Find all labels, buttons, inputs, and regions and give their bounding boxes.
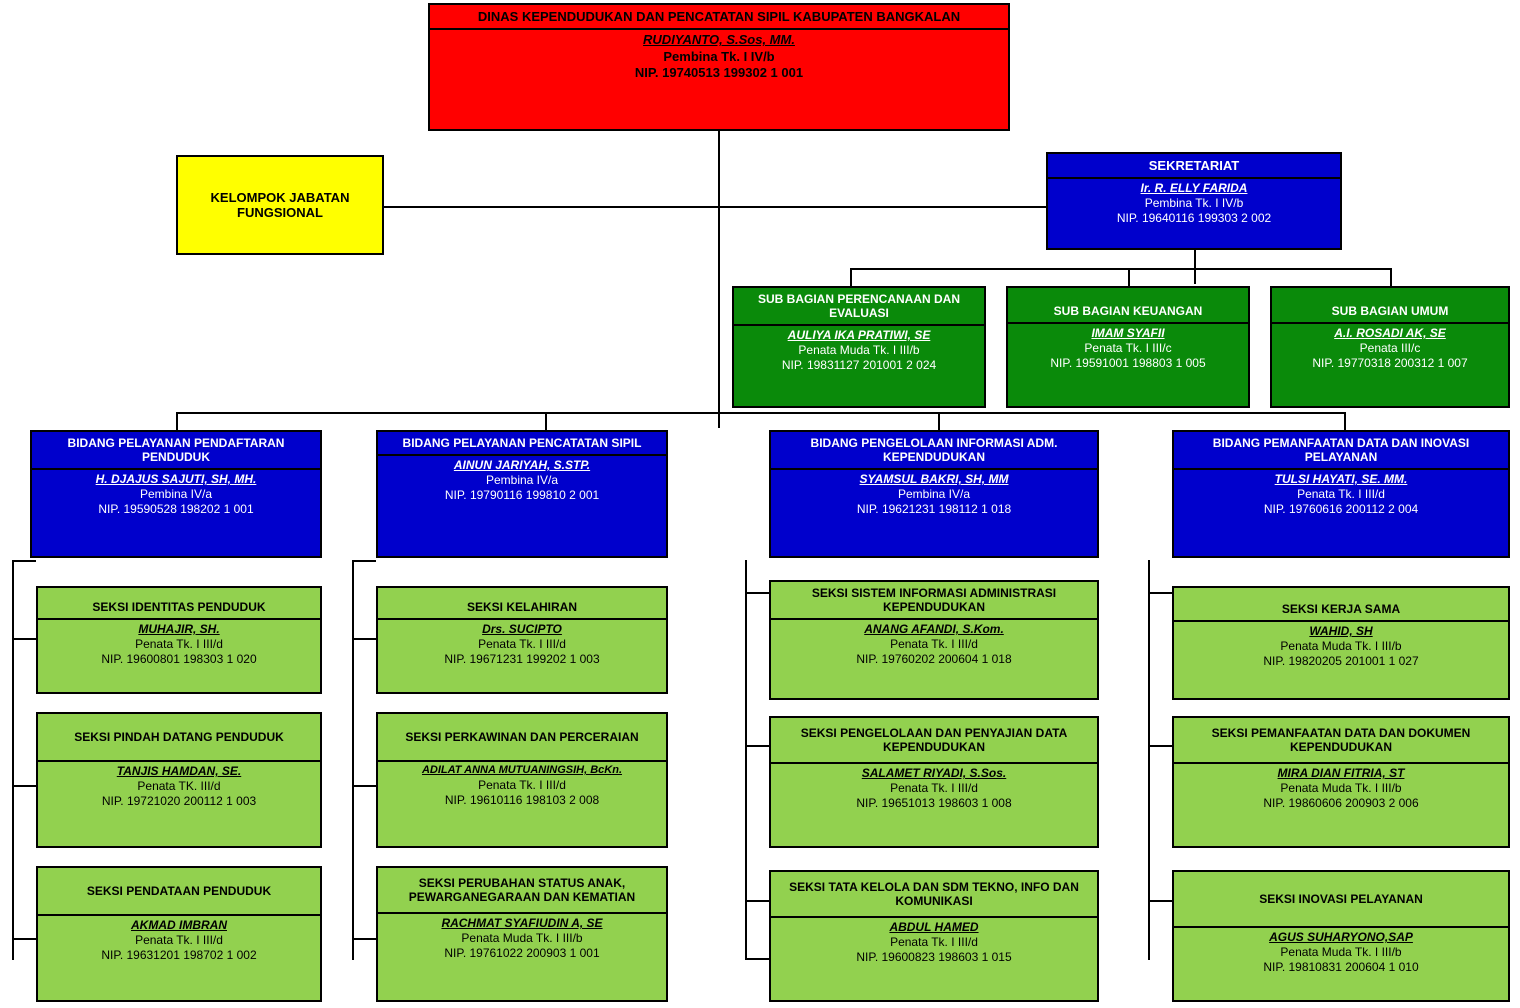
seksi2-1-title: SEKSI KELAHIRAN <box>466 600 577 614</box>
connector-seksi4-3 <box>1148 900 1172 902</box>
seksi3-3-name: ABDUL HAMED <box>889 920 979 935</box>
connector-seksi3-3b <box>745 958 769 960</box>
bidang1-name: H. DJAJUS SAJUTI, SH, MH. <box>95 472 257 487</box>
seksi2-2-rank: Penata Tk. I III/d <box>478 777 566 792</box>
sekretariat-name: Ir. R. ELLY FARIDA <box>1140 181 1248 196</box>
subbag-keuangan-name: IMAM SYAFII <box>1091 326 1165 341</box>
fungsional-title: KELOMPOK JABATAN FUNGSIONAL <box>210 189 350 220</box>
seksi1-1-body <box>38 618 320 670</box>
seksi3-1-body <box>771 618 1097 670</box>
connector-seksi1-1b <box>12 638 36 640</box>
node-seksi-kerja-sama[interactable] <box>1172 586 1510 700</box>
node-kepala-dinas[interactable] <box>428 3 1010 131</box>
seksi1-2-nip: NIP. 19721020 200112 1 003 <box>101 794 257 809</box>
node-bidang-pengelolaan-informasi-adm-kependudukan[interactable] <box>769 430 1099 558</box>
seksi2-3-body <box>378 912 666 964</box>
seksi3-3-nip: NIP. 19600823 198603 1 015 <box>856 950 1012 965</box>
seksi3-2-body <box>771 762 1097 814</box>
seksi4-2-title: SEKSI PEMANFAATAN DATA DAN DOKUMEN KEPENDUDUKAN <box>1211 726 1471 755</box>
bidang4-body <box>1174 468 1508 520</box>
seksi3-2-rank: Penata Tk. I III/d <box>890 781 978 796</box>
bidang2-nip: NIP. 19790116 199810 2 001 <box>444 488 600 503</box>
subbag-keuangan-rank: Penata Tk. I III/c <box>1084 341 1172 356</box>
node-seksi-tata-kelola-sdm-tekno-info-komunikasi[interactable] <box>769 870 1099 1002</box>
bidang2-title: BIDANG PELAYANAN PENCATATAN SIPIL <box>402 436 642 450</box>
subbag-keuangan-nip: NIP. 19591001 198803 1 005 <box>1050 356 1206 371</box>
connector-bidang1 <box>176 412 178 430</box>
seksi1-1-nip: NIP. 19600801 198303 1 020 <box>101 652 257 667</box>
subbag-umum-name: A.I. ROSADI AK, SE <box>1334 326 1446 341</box>
bidang4-name: TULSI HAYATI, SE. MM. <box>1274 472 1408 487</box>
seksi3-2-nip: NIP. 19651013 198603 1 008 <box>856 796 1012 811</box>
subbag-umum-body <box>1272 322 1508 374</box>
node-kelompok-jabatan-fungsional[interactable] <box>176 155 384 255</box>
seksi1-3-title: SEKSI PENDATAAN PENDUDUK <box>86 884 272 898</box>
subbag-perencanaan-rank: Penata Muda Tk. I III/b <box>798 343 920 358</box>
seksi4-2-body <box>1174 762 1508 814</box>
connector-subbag-umum <box>1390 268 1392 288</box>
seksi1-2-name: TANJIS HAMDAN, SE. <box>116 764 242 779</box>
seksi1-3-nip: NIP. 19631201 198702 1 002 <box>101 948 257 963</box>
bidang2-body <box>378 454 666 506</box>
bidang4-rank: Penata Tk. I III/d <box>1297 487 1385 502</box>
seksi3-3-body <box>771 916 1097 968</box>
seksi3-2-name: SALAMET RIYADI, S.Sos. <box>861 766 1007 781</box>
kepala-title: DINAS KEPENDUDUKAN DAN PENCATATAN SIPIL KABUPATEN BANGKALAN <box>477 9 961 24</box>
seksi3-3-rank: Penata Tk. I III/d <box>890 935 978 950</box>
bidang4-title: BIDANG PEMANFAATAN DATA DAN INOVASI PELAYANAN <box>1212 436 1470 465</box>
seksi1-3-body <box>38 914 320 966</box>
subbag-perencanaan-body <box>734 324 984 376</box>
bidang3-name: SYAMSUL BAKRI, SH, MM <box>859 472 1009 487</box>
connector-seksi4-1 <box>1148 592 1172 594</box>
subbag-umum-rank: Penata III/c <box>1359 341 1421 356</box>
connector-bidang-bus <box>176 412 1344 414</box>
seksi1-3-name: AKMAD IMBRAN <box>131 918 227 933</box>
sekretariat-body <box>1048 177 1340 229</box>
connector-subbag-keuangan <box>1128 268 1130 288</box>
node-sekretariat[interactable] <box>1046 152 1342 250</box>
seksi4-1-title: SEKSI KERJA SAMA <box>1281 602 1401 616</box>
node-seksi-perubahan-status-anak[interactable] <box>376 866 668 1002</box>
subbag-keuangan-title: SUB BAGIAN KEUANGAN <box>1053 304 1203 318</box>
connector-seksi1-3 <box>12 938 36 940</box>
connector-seksi1-2 <box>12 785 36 787</box>
subbag-perencanaan-title: SUB BAGIAN PERENCANAAN DAN EVALUASI <box>757 292 960 321</box>
node-seksi-sistem-informasi-administrasi-kependudukan[interactable] <box>769 580 1099 700</box>
connector-bidang1-spine <box>12 560 14 960</box>
connector-seksi2-1 <box>352 560 376 562</box>
seksi2-1-nip: NIP. 19671231 199202 1 003 <box>444 652 600 667</box>
connector-subbag-perencanaan <box>850 268 852 288</box>
seksi4-3-name: AGUS SUHARYONO,SAP <box>1269 930 1413 945</box>
bidang3-body <box>771 468 1097 520</box>
seksi2-2-name: ADILAT ANNA MUTUANINGSIH, BcKn. <box>421 764 623 777</box>
seksi2-2-title: SEKSI PERKAWINAN DAN PERCERAIAN <box>405 730 639 744</box>
seksi1-1-title: SEKSI IDENTITAS PENDUDUK <box>92 600 266 614</box>
node-bidang-pelayanan-pencatatan-sipil[interactable] <box>376 430 668 558</box>
bidang2-rank: Pembina IV/a <box>485 473 559 488</box>
node-subbagian-perencanaan-evaluasi[interactable] <box>732 286 986 408</box>
connector-seksi2-3 <box>352 938 376 940</box>
bidang1-nip: NIP. 19590528 198202 1 001 <box>98 502 254 517</box>
seksi4-3-title: SEKSI INOVASI PELAYANAN <box>1259 892 1423 906</box>
seksi4-1-nip: NIP. 19820205 201001 1 027 <box>1263 654 1419 669</box>
bidang4-nip: NIP. 19760616 200112 2 004 <box>1263 502 1419 517</box>
seksi2-2-body <box>378 760 666 811</box>
seksi1-1-name: MUHAJIR, SH. <box>138 622 220 637</box>
node-seksi-perkawinan-perceraian[interactable] <box>376 712 668 848</box>
seksi2-1-body <box>378 618 666 670</box>
seksi4-1-name: WAHID, SH <box>1309 624 1373 639</box>
seksi2-3-title: SEKSI PERUBAHAN STATUS ANAK, PEWARGANEGARAAN DAN KEMATIAN <box>408 876 636 905</box>
seksi1-2-rank: Penata TK. III/d <box>137 779 221 794</box>
connector-seksi3-2 <box>745 745 769 747</box>
connector-bidang3 <box>938 412 940 430</box>
node-subbagian-keuangan[interactable] <box>1006 286 1250 408</box>
node-seksi-pengelolaan-penyajian-data-kependudukan[interactable] <box>769 716 1099 848</box>
bidang3-title: BIDANG PENGELOLAAN INFORMASI ADM. KEPENDUDUKAN <box>810 436 1058 465</box>
connector-bidang2-spine <box>352 560 354 960</box>
connector-bidang2 <box>545 412 547 430</box>
connector-seksi4-2 <box>1148 745 1172 747</box>
seksi1-2-body <box>38 760 320 812</box>
seksi3-2-title: SEKSI PENGELOLAAN DAN PENYAJIAN DATA KEPENDUDUKAN <box>800 726 1068 755</box>
connector-sekretariat-down <box>1194 250 1196 284</box>
seksi2-1-rank: Penata Tk. I III/d <box>478 637 566 652</box>
seksi2-3-name: RACHMAT SYAFIUDIN A, SE <box>441 916 603 931</box>
node-bidang-pelayanan-pendaftaran-penduduk[interactable] <box>30 430 322 558</box>
connector-subbagian-bus <box>850 268 1390 270</box>
seksi2-3-rank: Penata Muda Tk. I III/b <box>461 931 583 946</box>
bidang3-nip: NIP. 19621231 198112 1 018 <box>856 502 1012 517</box>
seksi4-2-name: MIRA DIAN FITRIA, ST <box>1277 766 1405 781</box>
seksi4-1-rank: Penata Muda Tk. I III/b <box>1280 639 1402 654</box>
node-bidang-pemanfaatan-data-inovasi-pelayanan[interactable] <box>1172 430 1510 558</box>
kepala-name: RUDIYANTO, S.Sos, MM. <box>643 32 795 48</box>
seksi2-1-name: Drs. SUCIPTO <box>482 622 562 637</box>
connector-sekretariat <box>718 206 1048 208</box>
seksi3-1-nip: NIP. 19760202 200604 1 018 <box>856 652 1012 667</box>
connector-kepala-down <box>718 131 720 428</box>
subbag-umum-nip: NIP. 19770318 200312 1 007 <box>1312 356 1468 371</box>
seksi4-3-rank: Penata Muda Tk. I III/b <box>1280 945 1402 960</box>
connector-bidang4 <box>1344 412 1346 430</box>
seksi4-3-nip: NIP. 19810831 200604 1 010 <box>1263 960 1419 975</box>
node-seksi-kelahiran[interactable] <box>376 586 668 694</box>
bidang1-title: BIDANG PELAYANAN PENDAFTARAN PENDUDUK <box>67 436 285 465</box>
seksi2-3-nip: NIP. 19761022 200903 1 001 <box>444 946 600 961</box>
kepala-nip: NIP. 19740513 199302 1 001 <box>634 64 804 80</box>
subbag-umum-title: SUB BAGIAN UMUM <box>1331 304 1449 318</box>
seksi4-2-nip: NIP. 19860606 200903 2 006 <box>1263 796 1419 811</box>
kepala-body <box>430 28 1008 84</box>
bidang2-name: AINUN JARIYAH, S.STP. <box>453 458 591 473</box>
subbag-keuangan-body <box>1008 322 1248 374</box>
connector-seksi1-1 <box>12 560 36 562</box>
connector-seksi3-3 <box>745 900 769 902</box>
subbag-perencanaan-name: AULIYA IKA PRATIWI, SE <box>787 328 931 343</box>
bidang1-rank: Pembina IV/a <box>139 487 213 502</box>
node-seksi-pendataan-penduduk[interactable] <box>36 866 322 1002</box>
seksi2-2-nip: NIP. 19610116 198103 2 008 <box>444 792 600 807</box>
seksi1-3-rank: Penata Tk. I III/d <box>135 933 223 948</box>
connector-seksi2-2 <box>352 785 376 787</box>
node-seksi-pindah-datang-penduduk[interactable] <box>36 712 322 848</box>
seksi3-3-title: SEKSI TATA KELOLA DAN SDM TEKNO, INFO DAN KOMUNIKASI <box>789 880 1079 909</box>
node-subbagian-umum[interactable] <box>1270 286 1510 408</box>
seksi3-1-rank: Penata Tk. I III/d <box>890 637 978 652</box>
bidang1-body <box>32 468 320 520</box>
connector-seksi2-1b <box>352 638 376 640</box>
seksi4-1-body <box>1174 620 1508 672</box>
connector-seksi3-1 <box>745 592 769 594</box>
seksi3-1-title: SEKSI SISTEM INFORMASI ADMINISTRASI KEPENDUDUKAN <box>811 586 1057 615</box>
seksi1-1-rank: Penata Tk. I III/d <box>135 637 223 652</box>
node-seksi-identitas-penduduk[interactable] <box>36 586 322 694</box>
seksi4-3-body <box>1174 926 1508 978</box>
kepala-rank: Pembina Tk. I IV/b <box>663 48 775 64</box>
seksi1-2-title: SEKSI PINDAH DATANG PENDUDUK <box>74 730 284 744</box>
sekretariat-nip: NIP. 19640116 199303 2 002 <box>1116 211 1272 226</box>
connector-fungsional <box>384 206 720 208</box>
node-seksi-inovasi-pelayanan[interactable] <box>1172 870 1510 1002</box>
seksi4-2-rank: Penata Muda Tk. I III/b <box>1280 781 1402 796</box>
sekretariat-title: SEKRETARIAT <box>1148 158 1240 173</box>
node-seksi-pemanfaatan-data-dokumen-kependudukan[interactable] <box>1172 716 1510 848</box>
sekretariat-rank: Pembina Tk. I IV/b <box>1144 196 1244 211</box>
subbag-perencanaan-nip: NIP. 19831127 201001 2 024 <box>781 358 937 373</box>
seksi3-1-name: ANANG AFANDI, S.Kom. <box>864 622 1004 637</box>
bidang3-rank: Pembina IV/a <box>897 487 971 502</box>
